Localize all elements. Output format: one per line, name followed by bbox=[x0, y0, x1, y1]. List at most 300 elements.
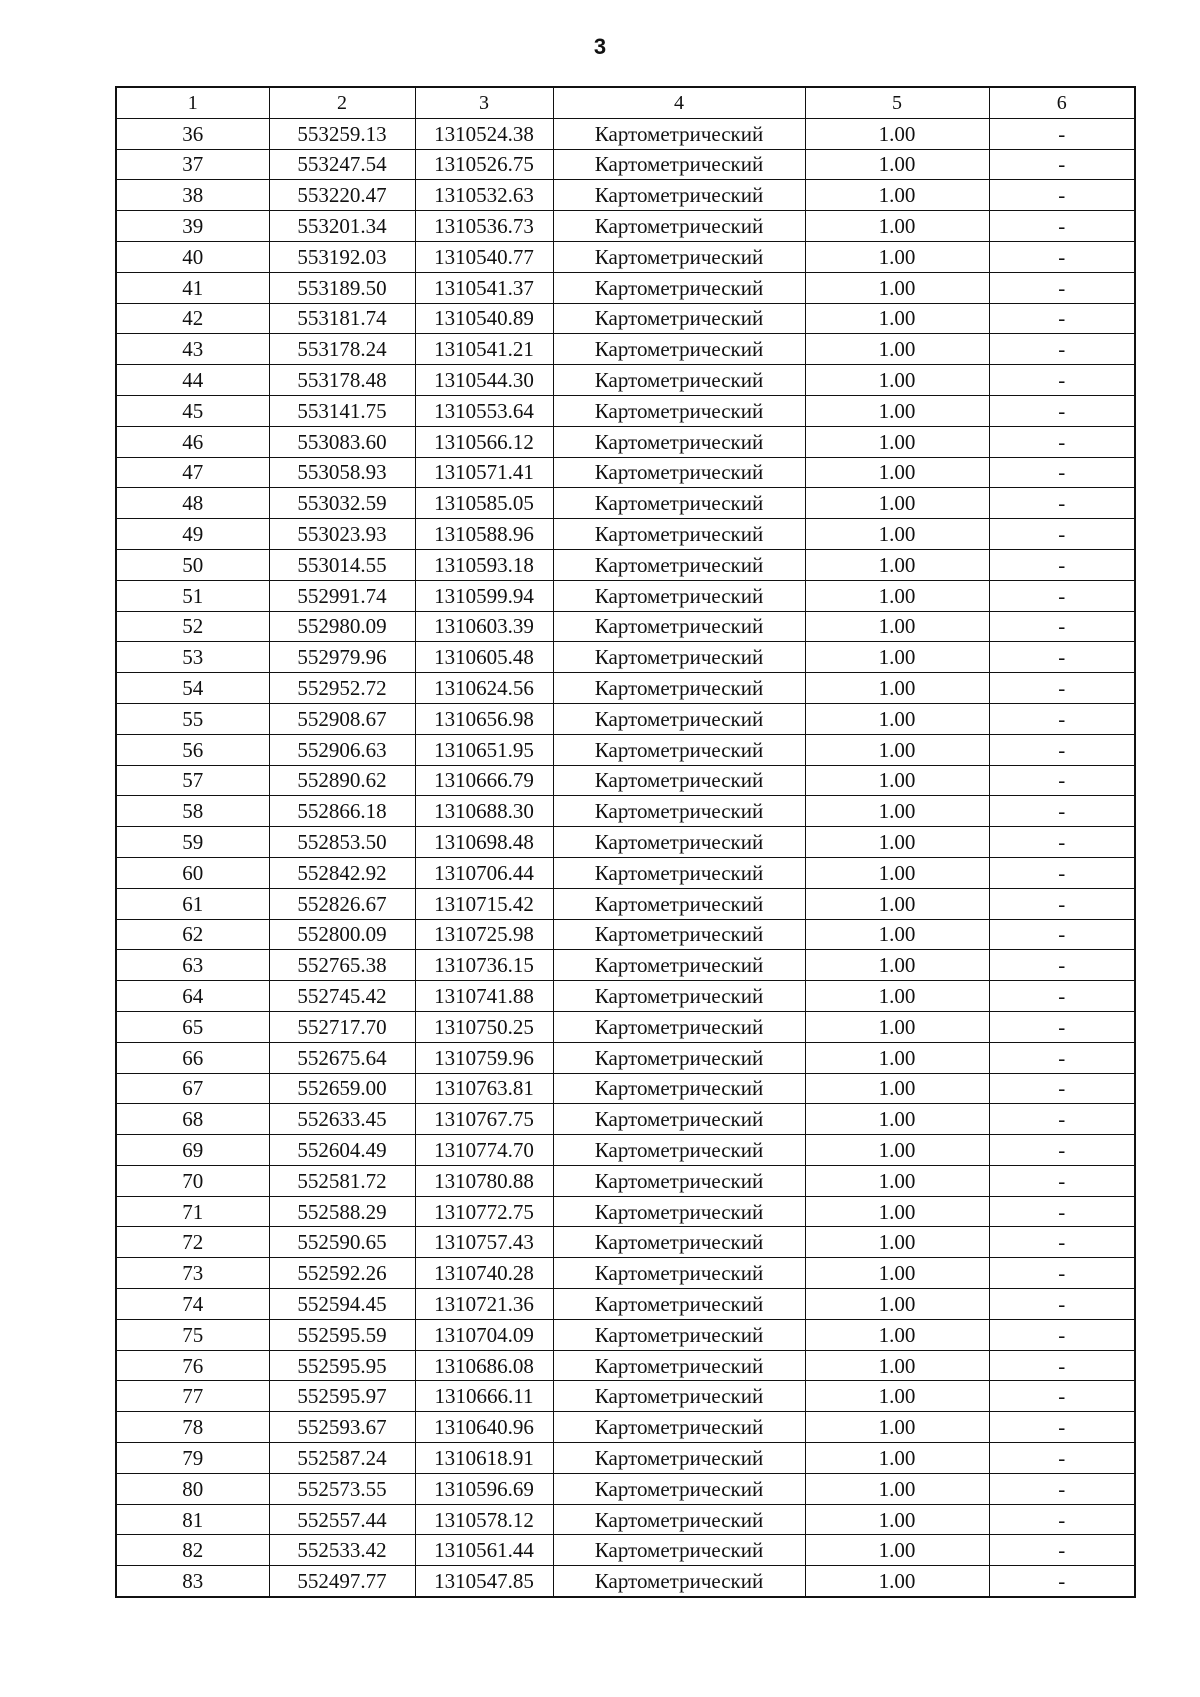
point-number-cell: 80 bbox=[116, 1473, 269, 1504]
table-row bbox=[116, 1073, 1135, 1104]
point-number-cell: 44 bbox=[116, 365, 269, 396]
accuracy-cell: 1.00 bbox=[805, 703, 989, 734]
description-cell: - bbox=[989, 395, 1135, 426]
x-coordinate-cell: 553141.75 bbox=[269, 395, 415, 426]
method-cell: Картометрический bbox=[553, 549, 805, 580]
table-row bbox=[116, 549, 1135, 580]
y-coordinate-cell: 1310593.18 bbox=[415, 549, 553, 580]
y-coordinate-cell: 1310541.37 bbox=[415, 272, 553, 303]
x-coordinate-cell: 552980.09 bbox=[269, 611, 415, 642]
description-cell: - bbox=[989, 426, 1135, 457]
point-number-cell: 39 bbox=[116, 211, 269, 242]
y-coordinate-cell: 1310540.77 bbox=[415, 241, 553, 272]
point-number-cell: 75 bbox=[116, 1319, 269, 1350]
point-number-cell: 78 bbox=[116, 1412, 269, 1443]
y-coordinate-cell: 1310774.70 bbox=[415, 1135, 553, 1166]
y-coordinate-cell: 1310585.05 bbox=[415, 488, 553, 519]
description-cell: - bbox=[989, 1165, 1135, 1196]
point-number-cell: 49 bbox=[116, 519, 269, 550]
description-cell: - bbox=[989, 118, 1135, 149]
method-cell: Картометрический bbox=[553, 981, 805, 1012]
accuracy-cell: 1.00 bbox=[805, 211, 989, 242]
y-coordinate-cell: 1310750.25 bbox=[415, 1011, 553, 1042]
y-coordinate-cell: 1310618.91 bbox=[415, 1443, 553, 1474]
table-row bbox=[116, 1473, 1135, 1504]
table-row bbox=[116, 765, 1135, 796]
point-number-cell: 45 bbox=[116, 395, 269, 426]
description-cell: - bbox=[989, 1227, 1135, 1258]
description-cell: - bbox=[989, 1073, 1135, 1104]
x-coordinate-cell: 552533.42 bbox=[269, 1535, 415, 1566]
x-coordinate-cell: 552633.45 bbox=[269, 1104, 415, 1135]
table-row bbox=[116, 703, 1135, 734]
table-row bbox=[116, 642, 1135, 673]
method-cell: Картометрический bbox=[553, 919, 805, 950]
table-row bbox=[116, 211, 1135, 242]
x-coordinate-cell: 553178.48 bbox=[269, 365, 415, 396]
y-coordinate-cell: 1310688.30 bbox=[415, 796, 553, 827]
column-header: 3 bbox=[415, 87, 553, 118]
table-row bbox=[116, 1289, 1135, 1320]
y-coordinate-cell: 1310624.56 bbox=[415, 673, 553, 704]
accuracy-cell: 1.00 bbox=[805, 180, 989, 211]
method-cell: Картометрический bbox=[553, 118, 805, 149]
description-cell: - bbox=[989, 796, 1135, 827]
x-coordinate-cell: 553178.24 bbox=[269, 334, 415, 365]
description-cell: - bbox=[989, 149, 1135, 180]
description-cell: - bbox=[989, 180, 1135, 211]
point-number-cell: 57 bbox=[116, 765, 269, 796]
method-cell: Картометрический bbox=[553, 303, 805, 334]
table-row bbox=[116, 1350, 1135, 1381]
description-cell: - bbox=[989, 919, 1135, 950]
point-number-cell: 43 bbox=[116, 334, 269, 365]
description-cell: - bbox=[989, 642, 1135, 673]
point-number-cell: 41 bbox=[116, 272, 269, 303]
point-number-cell: 36 bbox=[116, 118, 269, 149]
description-cell: - bbox=[989, 272, 1135, 303]
x-coordinate-cell: 553023.93 bbox=[269, 519, 415, 550]
method-cell: Картометрический bbox=[553, 1042, 805, 1073]
y-coordinate-cell: 1310763.81 bbox=[415, 1073, 553, 1104]
point-number-cell: 53 bbox=[116, 642, 269, 673]
description-cell: - bbox=[989, 1504, 1135, 1535]
method-cell: Картометрический bbox=[553, 180, 805, 211]
method-cell: Картометрический bbox=[553, 1227, 805, 1258]
x-coordinate-cell: 552595.59 bbox=[269, 1319, 415, 1350]
method-cell: Картометрический bbox=[553, 1258, 805, 1289]
table-row bbox=[116, 272, 1135, 303]
accuracy-cell: 1.00 bbox=[805, 1412, 989, 1443]
y-coordinate-cell: 1310571.41 bbox=[415, 457, 553, 488]
point-number-cell: 54 bbox=[116, 673, 269, 704]
method-cell: Картометрический bbox=[553, 642, 805, 673]
point-number-cell: 68 bbox=[116, 1104, 269, 1135]
method-cell: Картометрический bbox=[553, 334, 805, 365]
x-coordinate-cell: 552765.38 bbox=[269, 950, 415, 981]
x-coordinate-cell: 552573.55 bbox=[269, 1473, 415, 1504]
accuracy-cell: 1.00 bbox=[805, 1504, 989, 1535]
x-coordinate-cell: 552908.67 bbox=[269, 703, 415, 734]
description-cell: - bbox=[989, 549, 1135, 580]
method-cell: Картометрический bbox=[553, 1535, 805, 1566]
y-coordinate-cell: 1310666.11 bbox=[415, 1381, 553, 1412]
x-coordinate-cell: 552595.97 bbox=[269, 1381, 415, 1412]
y-coordinate-cell: 1310666.79 bbox=[415, 765, 553, 796]
x-coordinate-cell: 552604.49 bbox=[269, 1135, 415, 1166]
accuracy-cell: 1.00 bbox=[805, 334, 989, 365]
x-coordinate-cell: 553247.54 bbox=[269, 149, 415, 180]
description-cell: - bbox=[989, 1289, 1135, 1320]
accuracy-cell: 1.00 bbox=[805, 1227, 989, 1258]
table-row bbox=[116, 457, 1135, 488]
table-row bbox=[116, 334, 1135, 365]
table-row bbox=[116, 395, 1135, 426]
method-cell: Картометрический bbox=[553, 1073, 805, 1104]
description-cell: - bbox=[989, 673, 1135, 704]
accuracy-cell: 1.00 bbox=[805, 888, 989, 919]
accuracy-cell: 1.00 bbox=[805, 549, 989, 580]
x-coordinate-cell: 553181.74 bbox=[269, 303, 415, 334]
y-coordinate-cell: 1310547.85 bbox=[415, 1566, 553, 1597]
x-coordinate-cell: 552581.72 bbox=[269, 1165, 415, 1196]
table-row bbox=[116, 1504, 1135, 1535]
table-row bbox=[116, 1412, 1135, 1443]
y-coordinate-cell: 1310553.64 bbox=[415, 395, 553, 426]
table-row bbox=[116, 488, 1135, 519]
point-number-cell: 50 bbox=[116, 549, 269, 580]
column-header: 4 bbox=[553, 87, 805, 118]
x-coordinate-cell: 552717.70 bbox=[269, 1011, 415, 1042]
x-coordinate-cell: 552588.29 bbox=[269, 1196, 415, 1227]
method-cell: Картометрический bbox=[553, 1443, 805, 1474]
point-number-cell: 70 bbox=[116, 1165, 269, 1196]
method-cell: Картометрический bbox=[553, 149, 805, 180]
y-coordinate-cell: 1310605.48 bbox=[415, 642, 553, 673]
method-cell: Картометрический bbox=[553, 1289, 805, 1320]
table-row bbox=[116, 1443, 1135, 1474]
point-number-cell: 38 bbox=[116, 180, 269, 211]
description-cell: - bbox=[989, 703, 1135, 734]
description-cell: - bbox=[989, 1135, 1135, 1166]
table-row bbox=[116, 1135, 1135, 1166]
description-cell: - bbox=[989, 611, 1135, 642]
method-cell: Картометрический bbox=[553, 796, 805, 827]
table-body bbox=[116, 118, 1135, 1597]
point-number-cell: 82 bbox=[116, 1535, 269, 1566]
table-header-row bbox=[116, 87, 1135, 118]
y-coordinate-cell: 1310532.63 bbox=[415, 180, 553, 211]
point-number-cell: 67 bbox=[116, 1073, 269, 1104]
x-coordinate-cell: 552594.45 bbox=[269, 1289, 415, 1320]
y-coordinate-cell: 1310780.88 bbox=[415, 1165, 553, 1196]
x-coordinate-cell: 552595.95 bbox=[269, 1350, 415, 1381]
method-cell: Картометрический bbox=[553, 519, 805, 550]
accuracy-cell: 1.00 bbox=[805, 1104, 989, 1135]
method-cell: Картометрический bbox=[553, 1412, 805, 1443]
accuracy-cell: 1.00 bbox=[805, 1289, 989, 1320]
y-coordinate-cell: 1310651.95 bbox=[415, 734, 553, 765]
table-row bbox=[116, 180, 1135, 211]
accuracy-cell: 1.00 bbox=[805, 118, 989, 149]
accuracy-cell: 1.00 bbox=[805, 827, 989, 858]
column-header: 5 bbox=[805, 87, 989, 118]
x-coordinate-cell: 552979.96 bbox=[269, 642, 415, 673]
point-number-cell: 66 bbox=[116, 1042, 269, 1073]
x-coordinate-cell: 552659.00 bbox=[269, 1073, 415, 1104]
y-coordinate-cell: 1310566.12 bbox=[415, 426, 553, 457]
description-cell: - bbox=[989, 1443, 1135, 1474]
method-cell: Картометрический bbox=[553, 1011, 805, 1042]
point-number-cell: 65 bbox=[116, 1011, 269, 1042]
y-coordinate-cell: 1310603.39 bbox=[415, 611, 553, 642]
y-coordinate-cell: 1310578.12 bbox=[415, 1504, 553, 1535]
method-cell: Картометрический bbox=[553, 950, 805, 981]
method-cell: Картометрический bbox=[553, 703, 805, 734]
y-coordinate-cell: 1310524.38 bbox=[415, 118, 553, 149]
table-row bbox=[116, 1227, 1135, 1258]
point-number-cell: 64 bbox=[116, 981, 269, 1012]
accuracy-cell: 1.00 bbox=[805, 426, 989, 457]
description-cell: - bbox=[989, 519, 1135, 550]
accuracy-cell: 1.00 bbox=[805, 1381, 989, 1412]
x-coordinate-cell: 553189.50 bbox=[269, 272, 415, 303]
accuracy-cell: 1.00 bbox=[805, 734, 989, 765]
accuracy-cell: 1.00 bbox=[805, 395, 989, 426]
table-row bbox=[116, 888, 1135, 919]
y-coordinate-cell: 1310596.69 bbox=[415, 1473, 553, 1504]
point-number-cell: 51 bbox=[116, 580, 269, 611]
accuracy-cell: 1.00 bbox=[805, 1135, 989, 1166]
accuracy-cell: 1.00 bbox=[805, 673, 989, 704]
point-number-cell: 74 bbox=[116, 1289, 269, 1320]
point-number-cell: 73 bbox=[116, 1258, 269, 1289]
y-coordinate-cell: 1310599.94 bbox=[415, 580, 553, 611]
table-row bbox=[116, 1258, 1135, 1289]
column-header: 2 bbox=[269, 87, 415, 118]
point-number-cell: 59 bbox=[116, 827, 269, 858]
x-coordinate-cell: 552890.62 bbox=[269, 765, 415, 796]
method-cell: Картометрический bbox=[553, 1566, 805, 1597]
accuracy-cell: 1.00 bbox=[805, 580, 989, 611]
x-coordinate-cell: 552991.74 bbox=[269, 580, 415, 611]
description-cell: - bbox=[989, 1258, 1135, 1289]
description-cell: - bbox=[989, 888, 1135, 919]
x-coordinate-cell: 552557.44 bbox=[269, 1504, 415, 1535]
accuracy-cell: 1.00 bbox=[805, 272, 989, 303]
table-row bbox=[116, 426, 1135, 457]
method-cell: Картометрический bbox=[553, 272, 805, 303]
y-coordinate-cell: 1310686.08 bbox=[415, 1350, 553, 1381]
table-row bbox=[116, 303, 1135, 334]
method-cell: Картометрический bbox=[553, 1319, 805, 1350]
method-cell: Картометрический bbox=[553, 365, 805, 396]
description-cell: - bbox=[989, 1011, 1135, 1042]
accuracy-cell: 1.00 bbox=[805, 765, 989, 796]
table-row bbox=[116, 1566, 1135, 1597]
y-coordinate-cell: 1310725.98 bbox=[415, 919, 553, 950]
point-number-cell: 42 bbox=[116, 303, 269, 334]
x-coordinate-cell: 552745.42 bbox=[269, 981, 415, 1012]
method-cell: Картометрический bbox=[553, 765, 805, 796]
point-number-cell: 79 bbox=[116, 1443, 269, 1474]
description-cell: - bbox=[989, 827, 1135, 858]
y-coordinate-cell: 1310767.75 bbox=[415, 1104, 553, 1135]
x-coordinate-cell: 552593.67 bbox=[269, 1412, 415, 1443]
x-coordinate-cell: 553192.03 bbox=[269, 241, 415, 272]
accuracy-cell: 1.00 bbox=[805, 1350, 989, 1381]
accuracy-cell: 1.00 bbox=[805, 1566, 989, 1597]
x-coordinate-cell: 552675.64 bbox=[269, 1042, 415, 1073]
table-row bbox=[116, 149, 1135, 180]
table-row bbox=[116, 734, 1135, 765]
description-cell: - bbox=[989, 303, 1135, 334]
accuracy-cell: 1.00 bbox=[805, 519, 989, 550]
description-cell: - bbox=[989, 950, 1135, 981]
table-row bbox=[116, 611, 1135, 642]
method-cell: Картометрический bbox=[553, 1473, 805, 1504]
description-cell: - bbox=[989, 211, 1135, 242]
accuracy-cell: 1.00 bbox=[805, 919, 989, 950]
method-cell: Картометрический bbox=[553, 827, 805, 858]
point-number-cell: 52 bbox=[116, 611, 269, 642]
method-cell: Картометрический bbox=[553, 426, 805, 457]
table-row bbox=[116, 1104, 1135, 1135]
x-coordinate-cell: 552853.50 bbox=[269, 827, 415, 858]
description-cell: - bbox=[989, 457, 1135, 488]
description-cell: - bbox=[989, 1104, 1135, 1135]
method-cell: Картометрический bbox=[553, 673, 805, 704]
table-row bbox=[116, 1165, 1135, 1196]
point-number-cell: 62 bbox=[116, 919, 269, 950]
method-cell: Картометрический bbox=[553, 611, 805, 642]
x-coordinate-cell: 553032.59 bbox=[269, 488, 415, 519]
y-coordinate-cell: 1310772.75 bbox=[415, 1196, 553, 1227]
point-number-cell: 48 bbox=[116, 488, 269, 519]
accuracy-cell: 1.00 bbox=[805, 241, 989, 272]
method-cell: Картометрический bbox=[553, 888, 805, 919]
accuracy-cell: 1.00 bbox=[805, 857, 989, 888]
method-cell: Картометрический bbox=[553, 1135, 805, 1166]
x-coordinate-cell: 553083.60 bbox=[269, 426, 415, 457]
table-row bbox=[116, 1535, 1135, 1566]
method-cell: Картометрический bbox=[553, 1165, 805, 1196]
point-number-cell: 77 bbox=[116, 1381, 269, 1412]
x-coordinate-cell: 552842.92 bbox=[269, 857, 415, 888]
y-coordinate-cell: 1310759.96 bbox=[415, 1042, 553, 1073]
description-cell: - bbox=[989, 580, 1135, 611]
method-cell: Картометрический bbox=[553, 395, 805, 426]
method-cell: Картометрический bbox=[553, 211, 805, 242]
page-number: 3 bbox=[593, 34, 607, 59]
description-cell: - bbox=[989, 488, 1135, 519]
y-coordinate-cell: 1310544.30 bbox=[415, 365, 553, 396]
x-coordinate-cell: 552800.09 bbox=[269, 919, 415, 950]
y-coordinate-cell: 1310704.09 bbox=[415, 1319, 553, 1350]
description-cell: - bbox=[989, 1473, 1135, 1504]
point-number-cell: 72 bbox=[116, 1227, 269, 1258]
accuracy-cell: 1.00 bbox=[805, 1319, 989, 1350]
accuracy-cell: 1.00 bbox=[805, 457, 989, 488]
description-cell: - bbox=[989, 1196, 1135, 1227]
x-coordinate-cell: 552592.26 bbox=[269, 1258, 415, 1289]
description-cell: - bbox=[989, 365, 1135, 396]
point-number-cell: 56 bbox=[116, 734, 269, 765]
method-cell: Картометрический bbox=[553, 734, 805, 765]
table-row bbox=[116, 365, 1135, 396]
accuracy-cell: 1.00 bbox=[805, 950, 989, 981]
accuracy-cell: 1.00 bbox=[805, 1535, 989, 1566]
method-cell: Картометрический bbox=[553, 1381, 805, 1412]
method-cell: Картометрический bbox=[553, 1350, 805, 1381]
description-cell: - bbox=[989, 334, 1135, 365]
table-row bbox=[116, 118, 1135, 149]
x-coordinate-cell: 553014.55 bbox=[269, 549, 415, 580]
x-coordinate-cell: 552587.24 bbox=[269, 1443, 415, 1474]
x-coordinate-cell: 553201.34 bbox=[269, 211, 415, 242]
y-coordinate-cell: 1310757.43 bbox=[415, 1227, 553, 1258]
table-row bbox=[116, 1011, 1135, 1042]
accuracy-cell: 1.00 bbox=[805, 1196, 989, 1227]
point-number-cell: 40 bbox=[116, 241, 269, 272]
point-number-cell: 47 bbox=[116, 457, 269, 488]
method-cell: Картометрический bbox=[553, 580, 805, 611]
point-number-cell: 55 bbox=[116, 703, 269, 734]
table-row bbox=[116, 519, 1135, 550]
column-header: 1 bbox=[116, 87, 269, 118]
method-cell: Картометрический bbox=[553, 1504, 805, 1535]
y-coordinate-cell: 1310740.28 bbox=[415, 1258, 553, 1289]
method-cell: Картометрический bbox=[553, 488, 805, 519]
description-cell: - bbox=[989, 765, 1135, 796]
table-row bbox=[116, 1319, 1135, 1350]
description-cell: - bbox=[989, 981, 1135, 1012]
accuracy-cell: 1.00 bbox=[805, 365, 989, 396]
method-cell: Картометрический bbox=[553, 857, 805, 888]
point-number-cell: 37 bbox=[116, 149, 269, 180]
y-coordinate-cell: 1310541.21 bbox=[415, 334, 553, 365]
table-row bbox=[116, 1381, 1135, 1412]
y-coordinate-cell: 1310526.75 bbox=[415, 149, 553, 180]
point-number-cell: 83 bbox=[116, 1566, 269, 1597]
point-number-cell: 76 bbox=[116, 1350, 269, 1381]
table-row bbox=[116, 580, 1135, 611]
x-coordinate-cell: 553058.93 bbox=[269, 457, 415, 488]
point-number-cell: 81 bbox=[116, 1504, 269, 1535]
y-coordinate-cell: 1310656.98 bbox=[415, 703, 553, 734]
y-coordinate-cell: 1310640.96 bbox=[415, 1412, 553, 1443]
table-row bbox=[116, 796, 1135, 827]
point-number-cell: 46 bbox=[116, 426, 269, 457]
point-number-cell: 69 bbox=[116, 1135, 269, 1166]
accuracy-cell: 1.00 bbox=[805, 981, 989, 1012]
y-coordinate-cell: 1310698.48 bbox=[415, 827, 553, 858]
description-cell: - bbox=[989, 241, 1135, 272]
accuracy-cell: 1.00 bbox=[805, 1165, 989, 1196]
method-cell: Картометрический bbox=[553, 1196, 805, 1227]
description-cell: - bbox=[989, 1381, 1135, 1412]
point-number-cell: 63 bbox=[116, 950, 269, 981]
table-row bbox=[116, 981, 1135, 1012]
description-cell: - bbox=[989, 734, 1135, 765]
method-cell: Картометрический bbox=[553, 457, 805, 488]
y-coordinate-cell: 1310721.36 bbox=[415, 1289, 553, 1320]
table-row bbox=[116, 1196, 1135, 1227]
x-coordinate-cell: 552866.18 bbox=[269, 796, 415, 827]
accuracy-cell: 1.00 bbox=[805, 796, 989, 827]
table-row bbox=[116, 857, 1135, 888]
point-number-cell: 60 bbox=[116, 857, 269, 888]
